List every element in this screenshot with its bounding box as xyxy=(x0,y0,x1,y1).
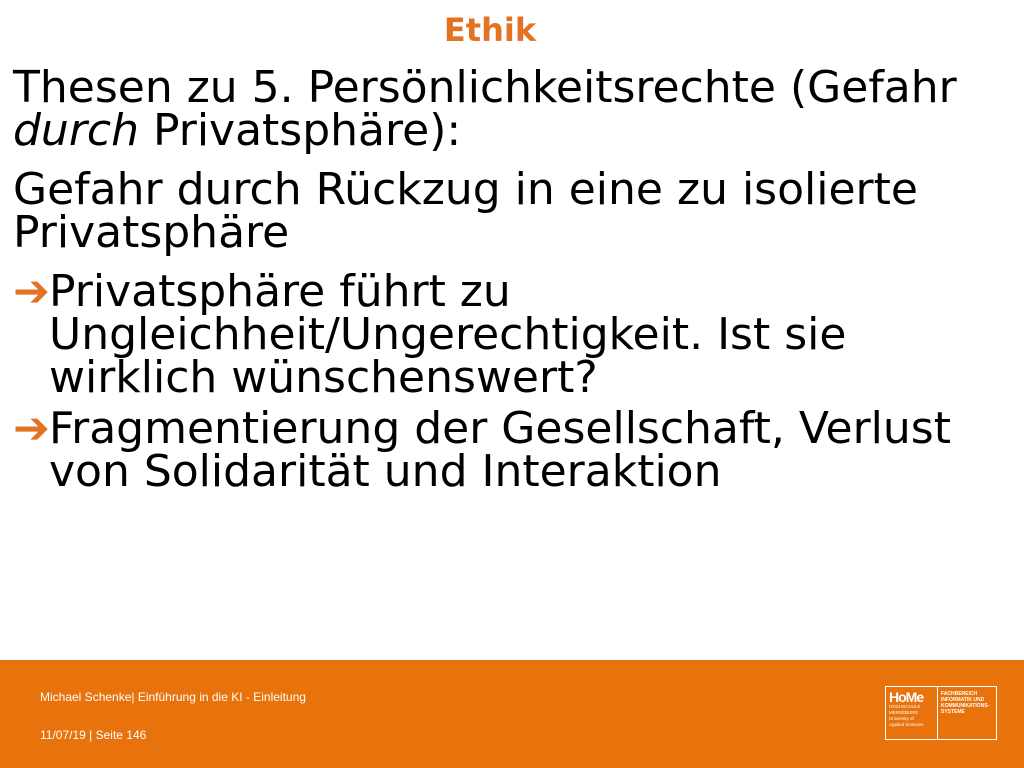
slide-subheading: Gefahr durch Rückzug in eine zu isolierte Privatsphäre xyxy=(13,164,918,258)
slide-content xyxy=(13,62,1013,501)
bullet-text: Fragmentierung der Gesellschaft, Verlust von Solidarität und Interaktion xyxy=(49,403,951,497)
logo-department: FACHBEREICH INFORMATIK UND KOMMUNIKATIONS- SYSTEME xyxy=(941,691,990,715)
university-logo xyxy=(885,686,997,740)
heading-emphasis: durch xyxy=(13,105,139,156)
footer-date-page: 11/07/19 | Seite 146 xyxy=(40,728,147,742)
arrow-right-icon: ➔ xyxy=(13,403,50,454)
arrow-right-icon: ➔ xyxy=(13,266,50,317)
bullet-text: Privatsphäre führt zu Ungleichheit/Ungerechtigkeit. Ist sie wirklich wünschenswert? xyxy=(49,266,847,403)
slide-heading: Thesen zu 5. Persönlichkeitsrechte (Gefahr durch Privatsphäre): xyxy=(13,62,957,156)
slide-title: Ethik xyxy=(443,11,537,49)
logo-mark-block: HoMe HOCHSCHULE MERSEBURG University of Applied Sciences xyxy=(886,687,938,739)
footer-author: Michael Schenke| Einführung in die KI - Einleitung xyxy=(40,690,306,704)
footer-bar xyxy=(0,660,1024,768)
bullet-item xyxy=(13,403,1013,497)
logo-mark: HoMe xyxy=(889,689,924,705)
bullet-item xyxy=(13,266,1013,403)
